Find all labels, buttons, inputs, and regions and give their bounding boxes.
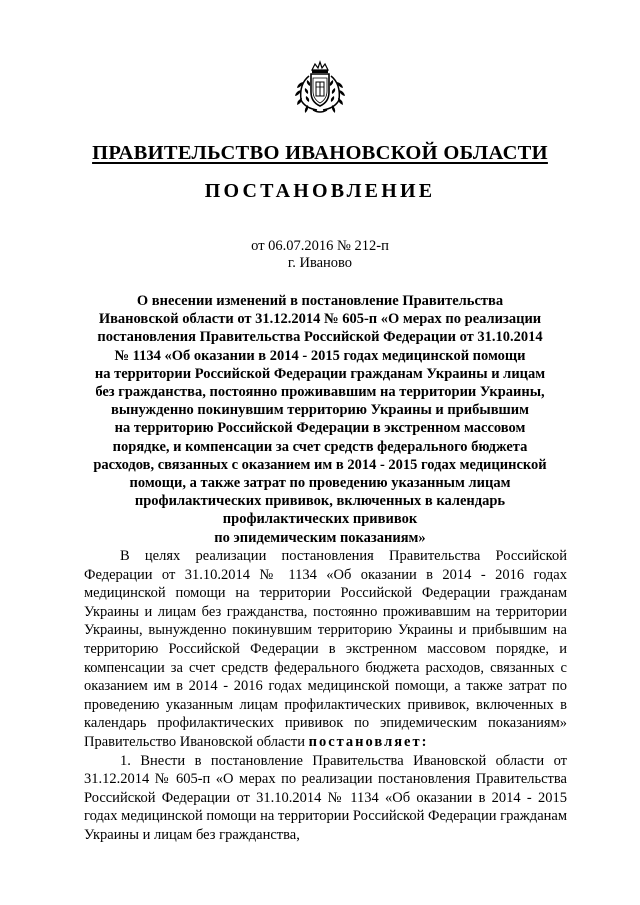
title-line: профилактических прививок	[222, 511, 418, 528]
title-line: расходов, связанных с оказанием им в 2014 - 2015 годах медицинской	[93, 456, 547, 473]
title-line: вынужденно покинувшим территорию Украины и прибывшим	[110, 402, 530, 419]
title-line: на территорию Российской Федерации в экстренном массовом	[114, 420, 526, 437]
preamble-text: В целях реализации постановления Правительства Российской Федерации от 31.10.2014 № 1134 «Об оказании в 2014 - 2016 годах медицинской помощи на территории Российской Федерации гражданам Украины и лицам без гражданства, постоянно проживавшим на территории Украины, вынужденно покинувшим территорию Украины и прибывшим на территорию Российской Федерации в экстренном массовом порядке, и компенсации за счет средств федерального бюджета расходов, связанных с оказанием им в 2014 - 2016 годах медицинской помощи, а также затрат по проведению указанным лицам профилактических прививок, включенных в календарь профилактических прививок по эпидемическим показаниям» Правительство Ивановской области	[84, 548, 567, 750]
document-type: ПОСТАНОВЛЕНИЕ	[204, 180, 436, 202]
title-line: О внесении изменений в постановление Правительства	[136, 293, 504, 309]
item-1-paragraph: 1. Внести в постановление Правительства Ивановской области от 31.12.2014 № 605-п «О мерах по реализации постановления Правительства Российской Федерации от 31.10.2014 № 1134 «Об оказании в 2014 - 2015 годах медицинской помощи на территории Российской Федерации гражданам Украины и лицам без гражданства,	[84, 752, 567, 843]
title-line: № 1134 «Об оказании в 2014 - 2015 годах медицинской помощи	[114, 347, 526, 364]
city: г. Иваново	[287, 255, 353, 271]
organization-name: ПРАВИТЕЛЬСТВО ИВАНОВСКОЙ ОБЛАСТИ	[92, 142, 548, 164]
title-line: по эпидемическим показаниям»	[214, 529, 426, 546]
title-line: Ивановской области от 31.12.2014 № 605-п «О мерах по реализации	[98, 311, 542, 328]
document-title	[60, 292, 580, 547]
title-line: постановления Правительства Российской Федерации от 31.10.2014	[97, 329, 543, 346]
decree-word: постановляет:	[308, 733, 429, 750]
title-line: помощи, а также затрат по проведению указанным лицам	[129, 475, 511, 492]
preamble-paragraph	[84, 547, 567, 752]
title-line: без гражданства, постоянно проживавшим на территории Украины,	[95, 384, 545, 401]
title-line: порядке, и компенсации за счет средств федерального бюджета	[112, 438, 528, 455]
coat-of-arms-icon	[291, 60, 349, 116]
title-line: на территории Российской Федерации гражданам Украины и лицам	[94, 365, 546, 382]
date-block	[0, 238, 640, 272]
title-line: профилактических прививок, включенных в календарь	[134, 493, 506, 510]
date-number: от 06.07.2016 № 212-п	[251, 238, 389, 254]
document-body	[84, 547, 567, 845]
